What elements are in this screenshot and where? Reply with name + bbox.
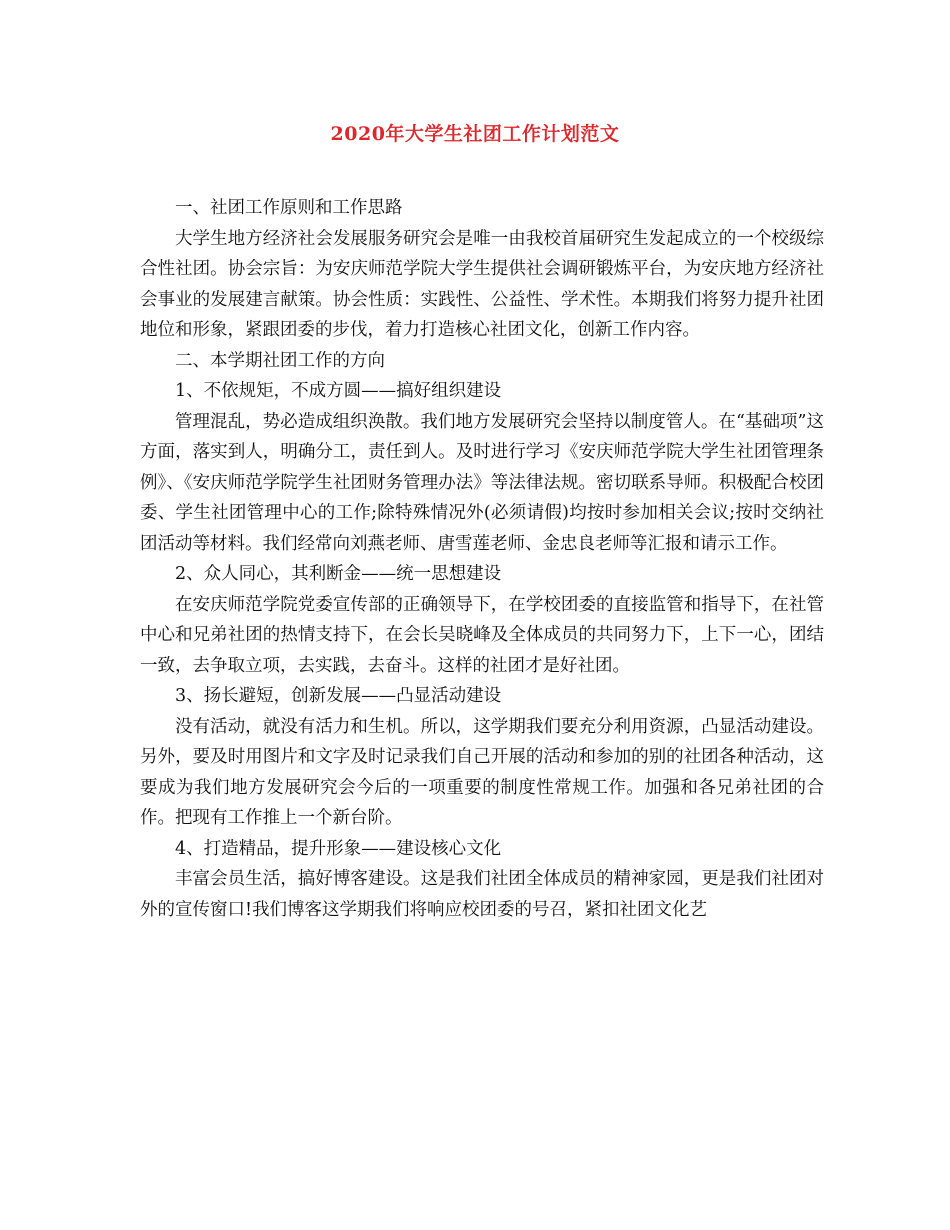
paragraph: 在安庆师范学院党委宣传部的正确领导下，在学校团委的直接监管和指导下，在社管中心和兄弟社团的热情支持下，在会长吴晓峰及全体成员的共同努力下，上下一心，团结一致，去争取立项，去实践，去奋斗。这样的社团才是好社团。 [140,594,824,676]
subheading-3: 3、扬长避短，创新发展——凸显活动建设 [175,686,502,706]
subheading-2: 2、众人同心，其利断金——统一思想建设 [175,564,502,584]
section-heading-2: 二、本学期社团工作的方向 [175,350,385,371]
paragraph: 大学生地方经济社会发展服务研究会是唯一由我校首届研究生发起成立的一个校级综合性社团。协会宗旨：为安庆师范学院大学生提供社会调研锻炼平台，为安庆地方经济社会事业的发展建言献策。协会性质：实践性、公益性、学术性。本期我们将努力提升社团地位和形象，紧跟团委的步伐，着力打造核心社团文化，创新工作内容。 [140,228,824,340]
section-heading-1: 一、社团工作原则和工作思路 [175,198,403,218]
document-body [140,193,824,925]
paragraph: 没有活动，就没有活力和生机。所以，这学期我们要充分利用资源，凸显活动建设。另外，要及时用图片和文字及时记录我们自己开展的活动和参加的别的社团各种活动，这要成为我们地方发展研究会今后的一项重要的制度性常规工作。加强和各兄弟社团的合作。把现有工作推上一个新台阶。 [140,716,824,828]
subheading-4: 4、打造精品，提升形象——建设核心文化 [175,838,502,859]
paragraph: 丰富会员生活，搞好博客建设。这是我们社团全体成员的精神家园，更是我们社团对外的宣传窗口!我们博客这学期我们将响应校团委的号召，紧扣社团文化艺 [140,869,824,920]
paragraph: 管理混乱，势必造成组织涣散。我们地方发展研究会坚持以制度管人。在“基础项”这方面，落实到人，明确分工，责任到人。及时进行学习《安庆师范学院大学生社团管理条例》、《安庆师范学院学生社团财务管理办法》等法律法规。密切联系导师。积极配合校团委、学生社团管理中心的工作;除特殊情况外(必须请假)均按时参加相关会议;按时交纳社团活动等材料。我们经常向刘燕老师、唐雪莲老师、金忠良老师等汇报和请示工作。 [140,411,824,554]
document-title: 2020年大学生社团工作计划范文 [330,123,620,145]
subheading-1: 1、不依规矩，不成方圆——搞好组织建设 [175,381,502,401]
